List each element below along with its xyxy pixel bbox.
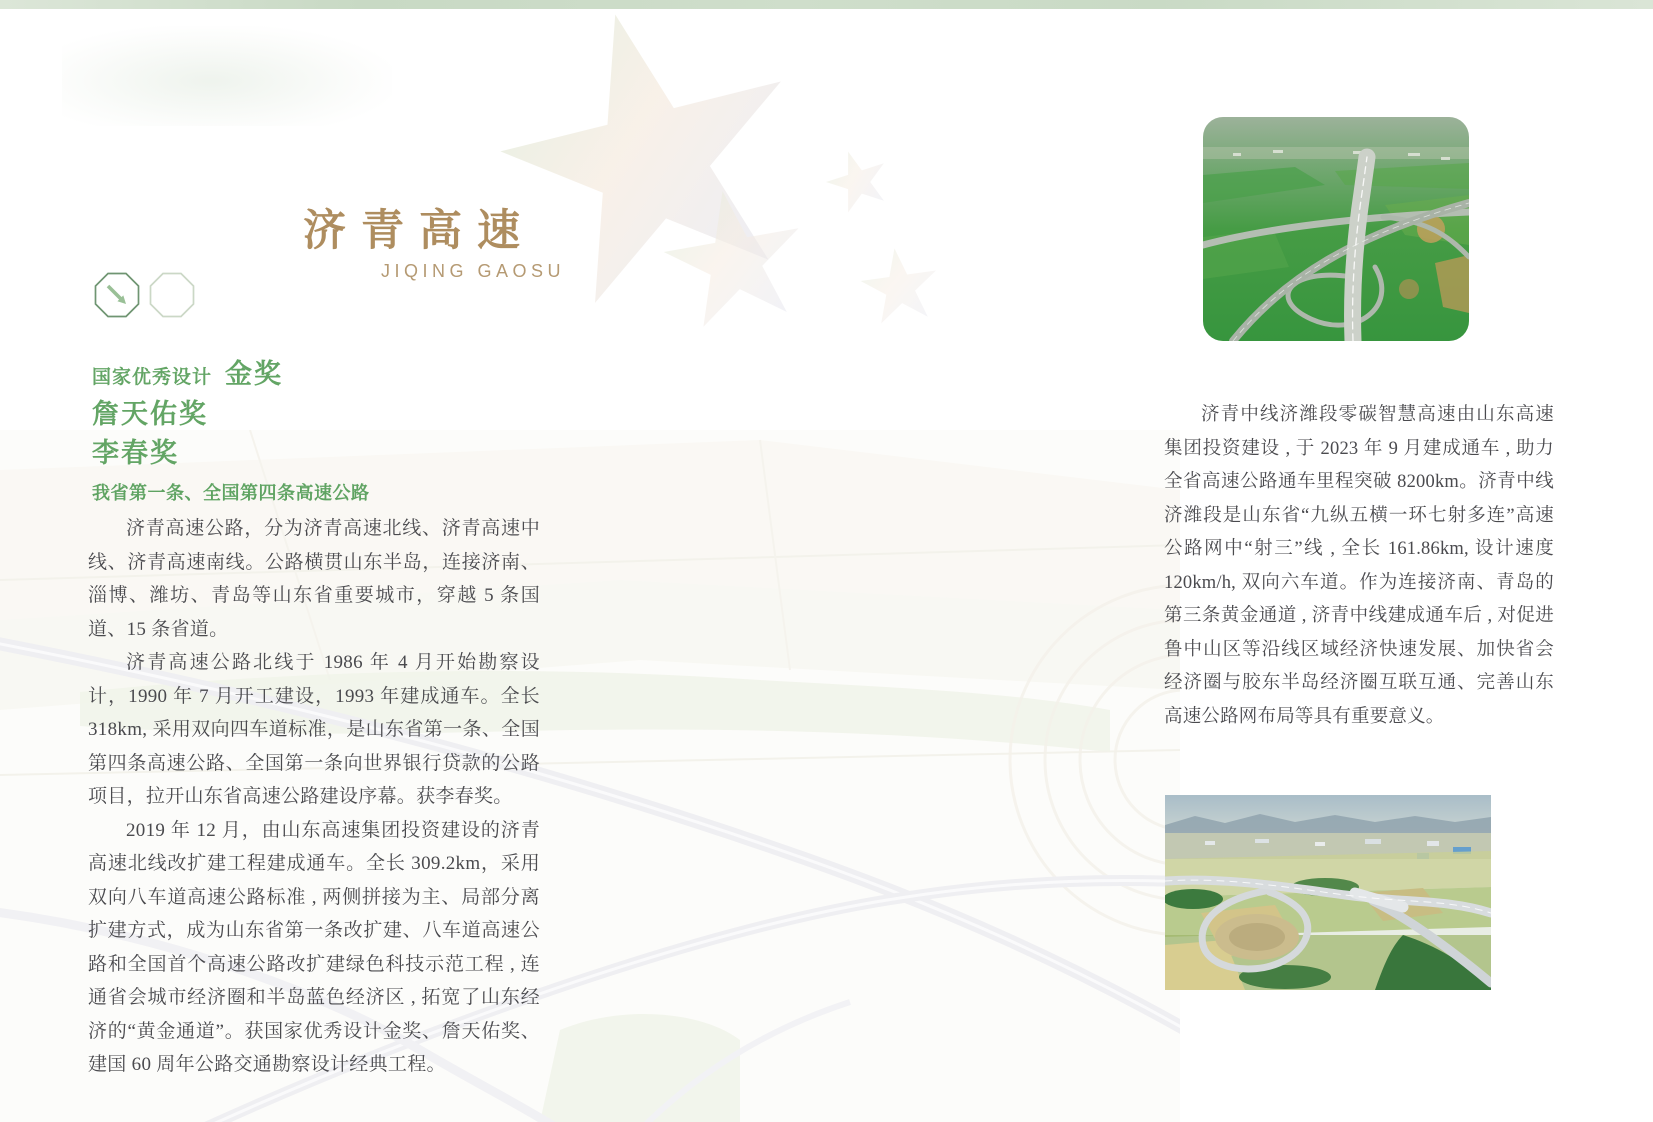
title-block [303, 207, 566, 282]
paragraph-3: 2019 年 12 月，由山东高速集团投资建设的济青高速北线改扩建工程建成通车。全长 309.2km，采用双向八车道高速公路标准 , 两侧拼接为主、局部分离扩建方式，成为山东省第一条改扩建、八车道高速公路和全国首个高速公路改扩建绿色科技示范工程 , 连通省会城市经济圈和半岛蓝色经济区 , 拓宽了山东经济的“黄金通道”。获国家优秀设计金奖、詹天佑奖、建国 60 周年公路交通勘察设计经典工程。 [88, 819, 540, 1075]
decorative-blob [62, 26, 392, 126]
photo-aerial-loop-interchange [1165, 795, 1491, 990]
award-category-label: 国家优秀设计 [92, 367, 213, 388]
award-lichun: 李春奖 [92, 438, 179, 469]
award-tagline: 我省第一条、全国第四条高速公路 [92, 482, 370, 503]
octagon-icon [149, 272, 195, 318]
award-row-gold [92, 352, 370, 391]
right-text-column [1164, 399, 1554, 734]
page-title: 济青高速 [303, 207, 535, 255]
octagon-arrow-icon [94, 272, 140, 318]
photo-aerial-interchange [1203, 117, 1469, 341]
paragraph-1: 济青高速公路，分为济青高速北线、济青高速中线、济青高速南线。公路横贯山东半岛，连接济南、淄博、潍坊、青岛等山东省重要城市，穿越 5 条国道、15 条省道。 [88, 518, 540, 640]
left-text-column [88, 512, 540, 1082]
paragraph-2: 济青高速公路北线于 1986 年 4 月开始勘察设计，1990 年 7 月开工建设，1993 年建成通车。全长 318km, 采用双向四车道标准，是山东省第一条、全国第四条高速公路、全国第一条向世界银行贷款的公路项目，拉开山东省高速公路建设序幕。获李春奖。 [88, 652, 540, 807]
page-subtitle: JIQING GAOSU [381, 261, 566, 282]
paragraph-right: 济青中线济潍段零碳智慧高速由山东高速集团投资建设 , 于 2023 年 9 月建成通车 , 助力全省高速公路通车里程突破 8200km。济青中线济潍段是山东省“九纵五横一环七射多连”高速公路网中“射三”线 , 全长 161.86km, 设计速度 120km/h, 双向六车道。作为连接济南、青岛的第三条黄金通道 , 济青中线建成通车后 , 对促进鲁中山区等沿线区域经济快速发展、加快省会经济圈与胶东半岛经济圈互联互通、完善山东高速公路网布局等具有重要意义。 [1164, 405, 1554, 727]
decorative-octagons [94, 272, 195, 318]
award-gold-label: 金奖 [225, 359, 284, 389]
award-zhantianyou: 詹天佑奖 [92, 399, 208, 429]
awards-block [92, 352, 370, 505]
